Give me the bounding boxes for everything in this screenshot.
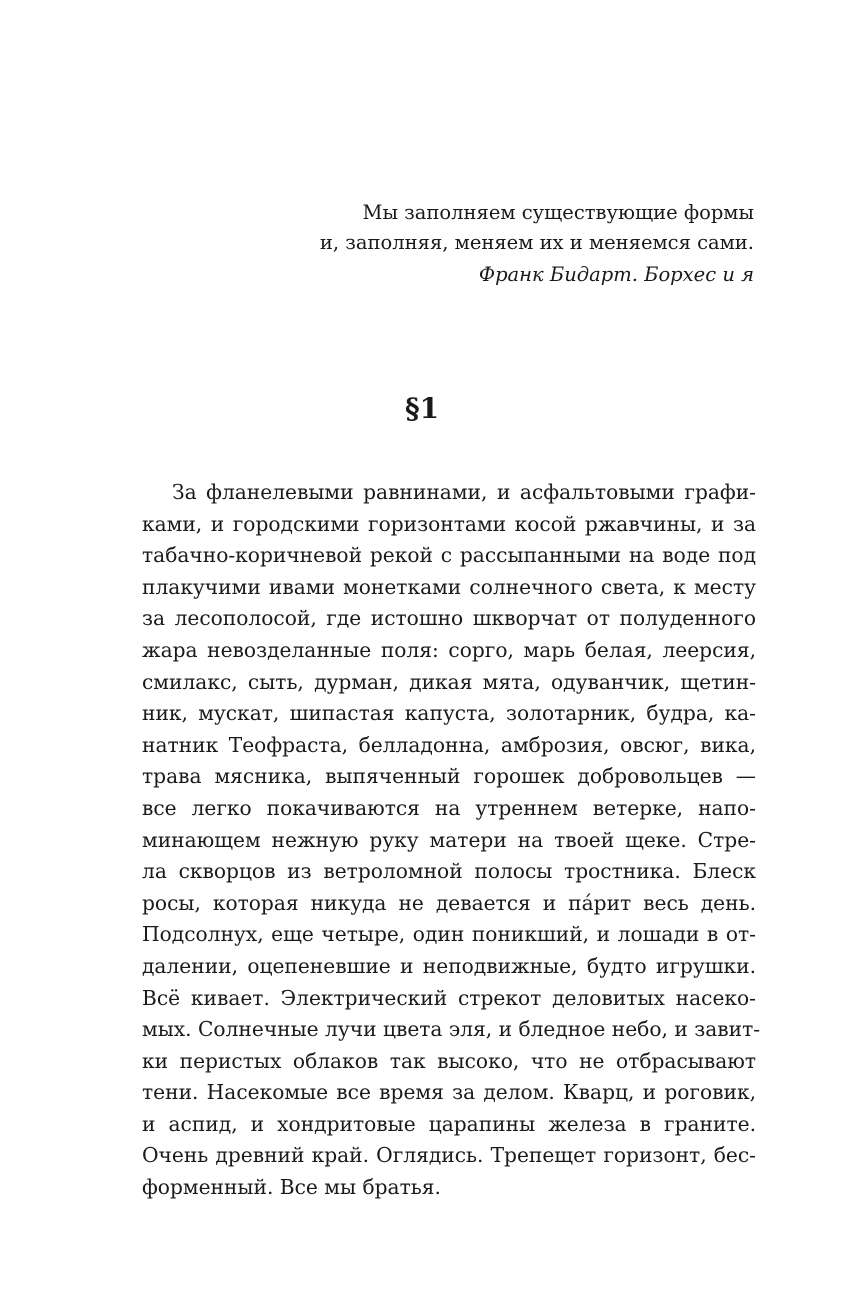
paragraph-line: ник, мускат, шипастая капуста, золотарник, будра, ка- — [142, 701, 756, 726]
paragraph-line: плакучими ивами монетками солнечного света, к месту — [142, 574, 756, 599]
paragraph-line: жара невозделанные поля: сорго, марь белая, леерсия, — [142, 637, 756, 662]
paragraph-line: ками, и городскими горизонтами косой ржавчины, и за — [142, 511, 756, 536]
paragraph-line: далении, оцепеневшие и неподвижные, будто игрушки. — [142, 953, 756, 978]
paragraph-line: за лесополосой, где истошно шкворчат от полуденного — [142, 606, 756, 631]
paragraph-line: ла скворцов из ветроломной полосы тростника. Блеск — [142, 859, 756, 884]
paragraph-line: смилакс, сыть, дурман, дикая мята, одуванчик, щетин- — [142, 669, 756, 694]
paragraph-line: тени. Насекомые все время за делом. Кварц, и роговик, — [142, 1080, 756, 1105]
paragraph-line: натник Теофраста, белладонна, амброзия, овсюг, вика, — [142, 732, 756, 757]
paragraph-line: ки перистых облаков так высоко, что не отбрасывают — [142, 1048, 756, 1073]
epigraph — [194, 198, 754, 290]
paragraph-line: Очень древний край. Оглядись. Трепещет горизонт, бес- — [142, 1143, 756, 1168]
paragraph-line: минающем нежную руку матери на твоей щеке. Стре- — [142, 827, 756, 852]
paragraph-line: Подсолнух, еще четыре, один поникший, и лошади в от- — [142, 922, 756, 947]
paragraph-line: росы, которая никуда не девается и пáрит весь день. — [142, 890, 756, 915]
paragraph-line: форменный. Все мы братья. — [142, 1175, 441, 1200]
paragraph-line: мых. Солнечные лучи цвета эля, и бледное небо, и завит- — [142, 1017, 761, 1042]
body-paragraph — [142, 477, 761, 1204]
section-title: §1 — [404, 392, 440, 425]
paragraph-line: все легко покачиваются на утреннем ветерке, напо- — [142, 795, 756, 820]
paragraph-line: и аспид, и хондритовые царапины железа в граните. — [142, 1111, 756, 1136]
epigraph-line: и, заполняя, меняем их и меняемся сами. — [319, 231, 754, 254]
paragraph-line: трава мясника, выпяченный горошек добровольцев — — [142, 764, 756, 789]
epigraph-line: Мы заполняем существующие формы — [362, 201, 754, 224]
paragraph-line: За фланелевыми равнинами, и асфальтовыми графи- — [172, 480, 756, 504]
paragraph-line: Всё кивает. Электрический стрекот деловитых насеко- — [142, 985, 756, 1010]
epigraph-source: Франк Бидарт. Борхес и я — [478, 263, 754, 286]
paragraph-line: табачно-коричневой рекой с рассыпанными на воде под — [142, 543, 756, 568]
